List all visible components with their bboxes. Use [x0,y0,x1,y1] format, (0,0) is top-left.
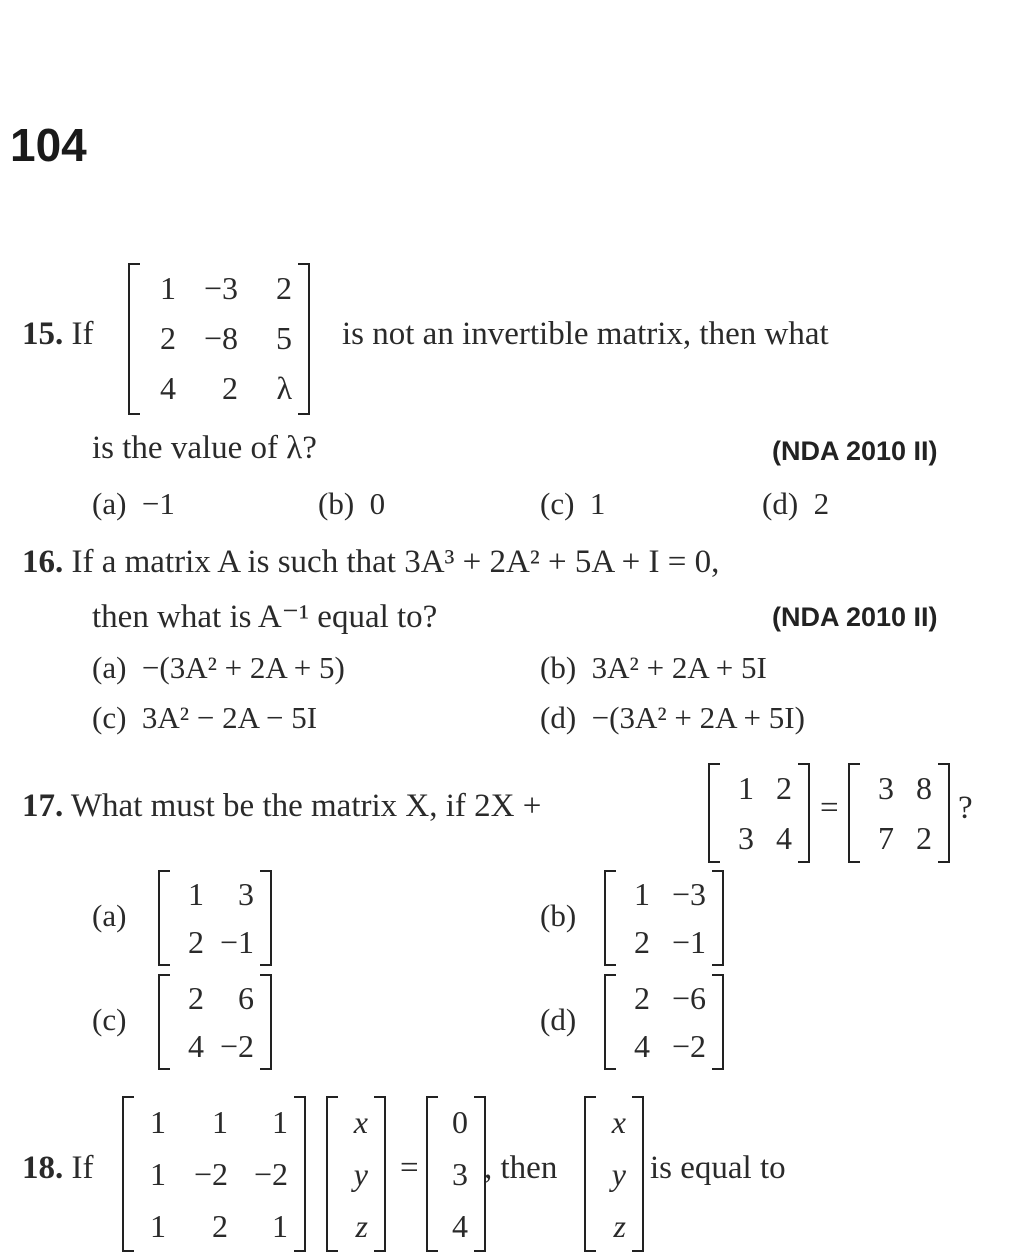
q15-option-a: (a) −1 [92,486,175,521]
matrix-cell: 2 [776,769,792,806]
q18-vector-result [584,1096,644,1252]
matrix-cell: 8 [916,769,932,806]
matrix-cell: 6 [238,979,254,1016]
matrix-cell: 1 [634,875,650,912]
matrix-cell: λ [276,369,292,406]
q17-option-d-matrix [604,974,724,1070]
matrix-cell: 1 [150,1155,166,1192]
matrix-cell: x [353,1103,368,1140]
q16-option-a: (a) −(3A² + 2A + 5) [92,650,345,685]
matrix-cell: 4 [160,369,176,406]
matrix-cell: 1 [150,1103,166,1140]
matrix-cell: 2 [276,269,292,306]
matrix-cell: 4 [188,1027,204,1064]
matrix-cell: −3 [203,269,238,306]
q17-option-a-label: (a) [92,898,127,933]
q17-matrix-c [848,763,950,863]
q17-equals: = [820,790,839,826]
matrix-cell: 4 [634,1027,650,1064]
q18-equals: = [400,1150,419,1186]
q15-source: (NDA 2010 II) [772,436,938,466]
q16-option-b: (b) 3A² + 2A + 5I [540,650,767,685]
q16-source: (NDA 2010 II) [772,602,938,632]
matrix-cell: y [353,1155,368,1192]
matrix-cell: 3 [738,819,754,856]
matrix-cell: 1 [150,1207,166,1244]
matrix-cell: 4 [776,819,792,856]
q17-text: 17. What must be the matrix X, if 2X + [22,788,542,824]
matrix-cell: 1 [738,769,754,806]
matrix-cell: 1 [160,269,176,306]
matrix-cell: 2 [212,1207,228,1244]
matrix-cell: 1 [188,875,204,912]
q15-text: is not an invertible matrix, then what [342,316,829,352]
matrix-cell: 1 [272,1103,288,1140]
matrix-cell: −2 [219,1027,254,1064]
matrix-cell: 1 [272,1207,288,1244]
q17-option-d-label: (d) [540,1002,577,1037]
q16-line2: then what is A⁻¹ equal to? [92,599,438,635]
page-number: 104 [10,119,87,171]
q18-matrix-a [122,1096,306,1252]
matrix-cell: 3 [238,875,254,912]
q15-option-c: (c) 1 [540,486,606,521]
q15-text-line2: is the value of λ? [92,430,317,466]
q17-option-a-matrix [158,870,272,966]
matrix-cell: 2 [160,319,176,356]
q17-question-mark: ? [958,790,973,826]
matrix-cell: 2 [634,923,650,960]
q17-matrix-b [708,763,810,863]
q18-then: , then [484,1150,558,1186]
q17-option-c-label: (c) [92,1002,127,1037]
matrix-cell: 3 [452,1155,468,1192]
matrix-cell: −2 [193,1155,228,1192]
matrix-cell: 2 [634,979,650,1016]
q15-matrix [128,263,310,415]
matrix-cell: −3 [671,875,706,912]
matrix-cell: z [355,1207,368,1244]
matrix-cell: 3 [878,769,894,806]
matrix-cell: 2 [188,923,204,960]
matrix-cell: −6 [671,979,706,1016]
matrix-cell: 1 [212,1103,228,1140]
matrix-cell: −8 [203,319,238,356]
q18-vector-b [426,1096,486,1252]
matrix-cell: −2 [671,1027,706,1064]
q16-line1: 16. If a matrix A is such that 3A³ + 2A² + 5A + I = 0, [22,544,720,580]
matrix-cell: 2 [916,819,932,856]
q17-option-c-matrix [158,974,272,1070]
matrix-cell: 4 [452,1207,468,1244]
question-15-number: 15. If [22,316,94,352]
matrix-cell: −1 [671,923,706,960]
q15-option-d: (d) 2 [762,486,830,521]
q18-number: 18. If [22,1150,94,1186]
matrix-cell: y [611,1155,626,1192]
matrix-cell: 2 [222,369,238,406]
matrix-cell: 5 [276,319,292,356]
matrix-cell: −1 [219,923,254,960]
matrix-cell: x [611,1103,626,1140]
matrix-cell: 7 [878,819,894,856]
matrix-cell: −2 [253,1155,288,1192]
q17-option-b-label: (b) [540,898,577,933]
matrix-cell: 0 [452,1103,468,1140]
q17-option-b-matrix [604,870,724,966]
q15-option-b: (b) 0 [318,486,386,521]
q16-option-c: (c) 3A² − 2A − 5I [92,700,318,735]
q18-vector-x [326,1096,386,1252]
matrix-cell: z [613,1207,626,1244]
q18-text: is equal to [650,1150,786,1186]
q16-option-d: (d) −(3A² + 2A + 5I) [540,700,805,735]
matrix-cell: 2 [188,979,204,1016]
